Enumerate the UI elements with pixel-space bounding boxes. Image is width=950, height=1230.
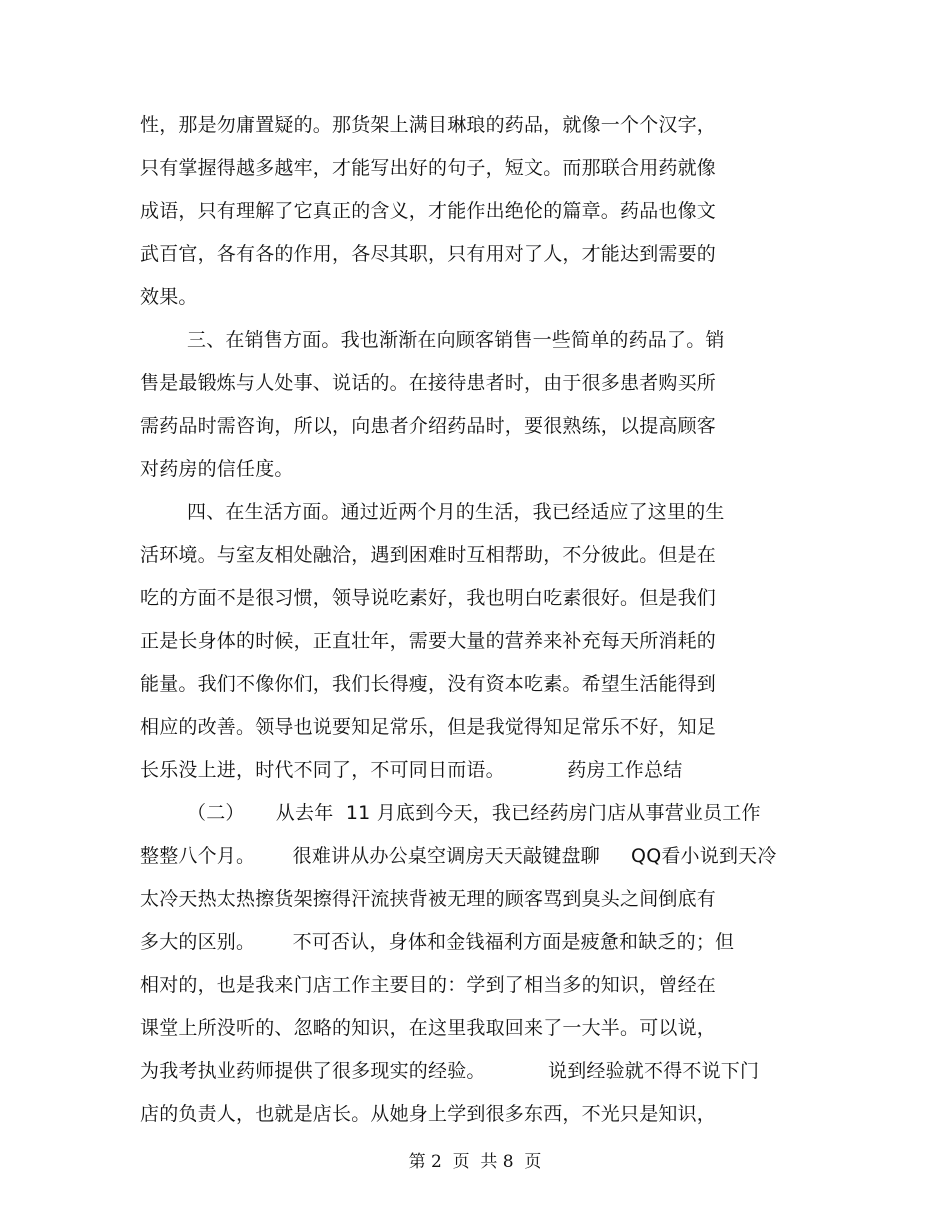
paragraph-heading-sales: 三、在销售方面。我也渐渐在向顾客销售一些简单的药品了。销 bbox=[187, 329, 725, 351]
text-line: 吃的方面不是很习惯，领导说吃素好，我也明白吃素很好。但是我们 bbox=[140, 587, 717, 609]
text-line: 课堂上所没听的、忽略的知识，在这里我取回来了一大半。可以说， bbox=[140, 1017, 717, 1039]
text-line: 相对的，也是我来门店工作主要目的：学到了相当多的知识，曾经在 bbox=[140, 974, 717, 996]
text-line: 武百官，各有各的作用，各尽其职，只有用对了人，才能达到需要的 bbox=[140, 243, 717, 265]
text-line: 相应的改善。领导也说要知足常乐，但是我觉得知足常乐不好，知足 bbox=[140, 716, 717, 738]
text-line: 售是最锻炼与人处事、说话的。在接待患者时，由于很多患者购买所 bbox=[140, 372, 717, 394]
text-line: 对药房的信任度。 bbox=[140, 458, 294, 480]
page-number-footer: 第 2 页 共 8 页 bbox=[408, 1152, 542, 1172]
text-line: 性，那是勿庸置疑的。那货架上满目琳琅的药品，就像一个个汉字， bbox=[140, 114, 717, 136]
paragraph-heading-part-two: （二） 从去年 11 月底到今天，我已经药房门店从事营业员工作 bbox=[187, 802, 761, 824]
text-line: 需药品时需咨询，所以，向患者介绍药品时，要很熟练，以提高顾客 bbox=[140, 415, 717, 437]
text-line: 太冷天热太热擦货架擦得汗流挟背被无理的顾客骂到臭头之间倒底有 bbox=[140, 888, 717, 910]
text-line: 多大的区别。 不可否认，身体和金钱福利方面是疲惫和缺乏的；但 bbox=[140, 931, 735, 953]
text-line: 正是长身体的时候，正直壮年，需要大量的营养来补充每天所消耗的 bbox=[140, 630, 717, 652]
text-line: 整整八个月。 很难讲从办公桌空调房天天敲键盘聊 QQ看小说到天冷 bbox=[140, 845, 777, 867]
text-line: 成语，只有理解了它真正的含义，才能作出绝伦的篇章。药品也像文 bbox=[140, 200, 717, 222]
text-line: 只有掌握得越多越牢，才能写出好的句子，短文。而那联合用药就像 bbox=[140, 157, 717, 179]
text-line: 为我考执业药师提供了很多现实的经验。 说到经验就不得不说下门 bbox=[140, 1060, 760, 1082]
text-line: 店的负责人，也就是店长。从她身上学到很多东西，不光只是知识， bbox=[140, 1103, 717, 1125]
text-line: 效果。 bbox=[140, 286, 198, 308]
text-line: 活环境。与室友相处融洽，遇到困难时互相帮助，不分彼此。但是在 bbox=[140, 544, 717, 566]
text-line: 长乐没上进，时代不同了，不可同日而语。 药房工作总结 bbox=[140, 759, 683, 781]
text-line: 能量。我们不像你们，我们长得瘦，没有资本吃素。希望生活能得到 bbox=[140, 673, 717, 695]
paragraph-heading-life: 四、在生活方面。通过近两个月的生活，我已经适应了这里的生 bbox=[187, 501, 725, 523]
